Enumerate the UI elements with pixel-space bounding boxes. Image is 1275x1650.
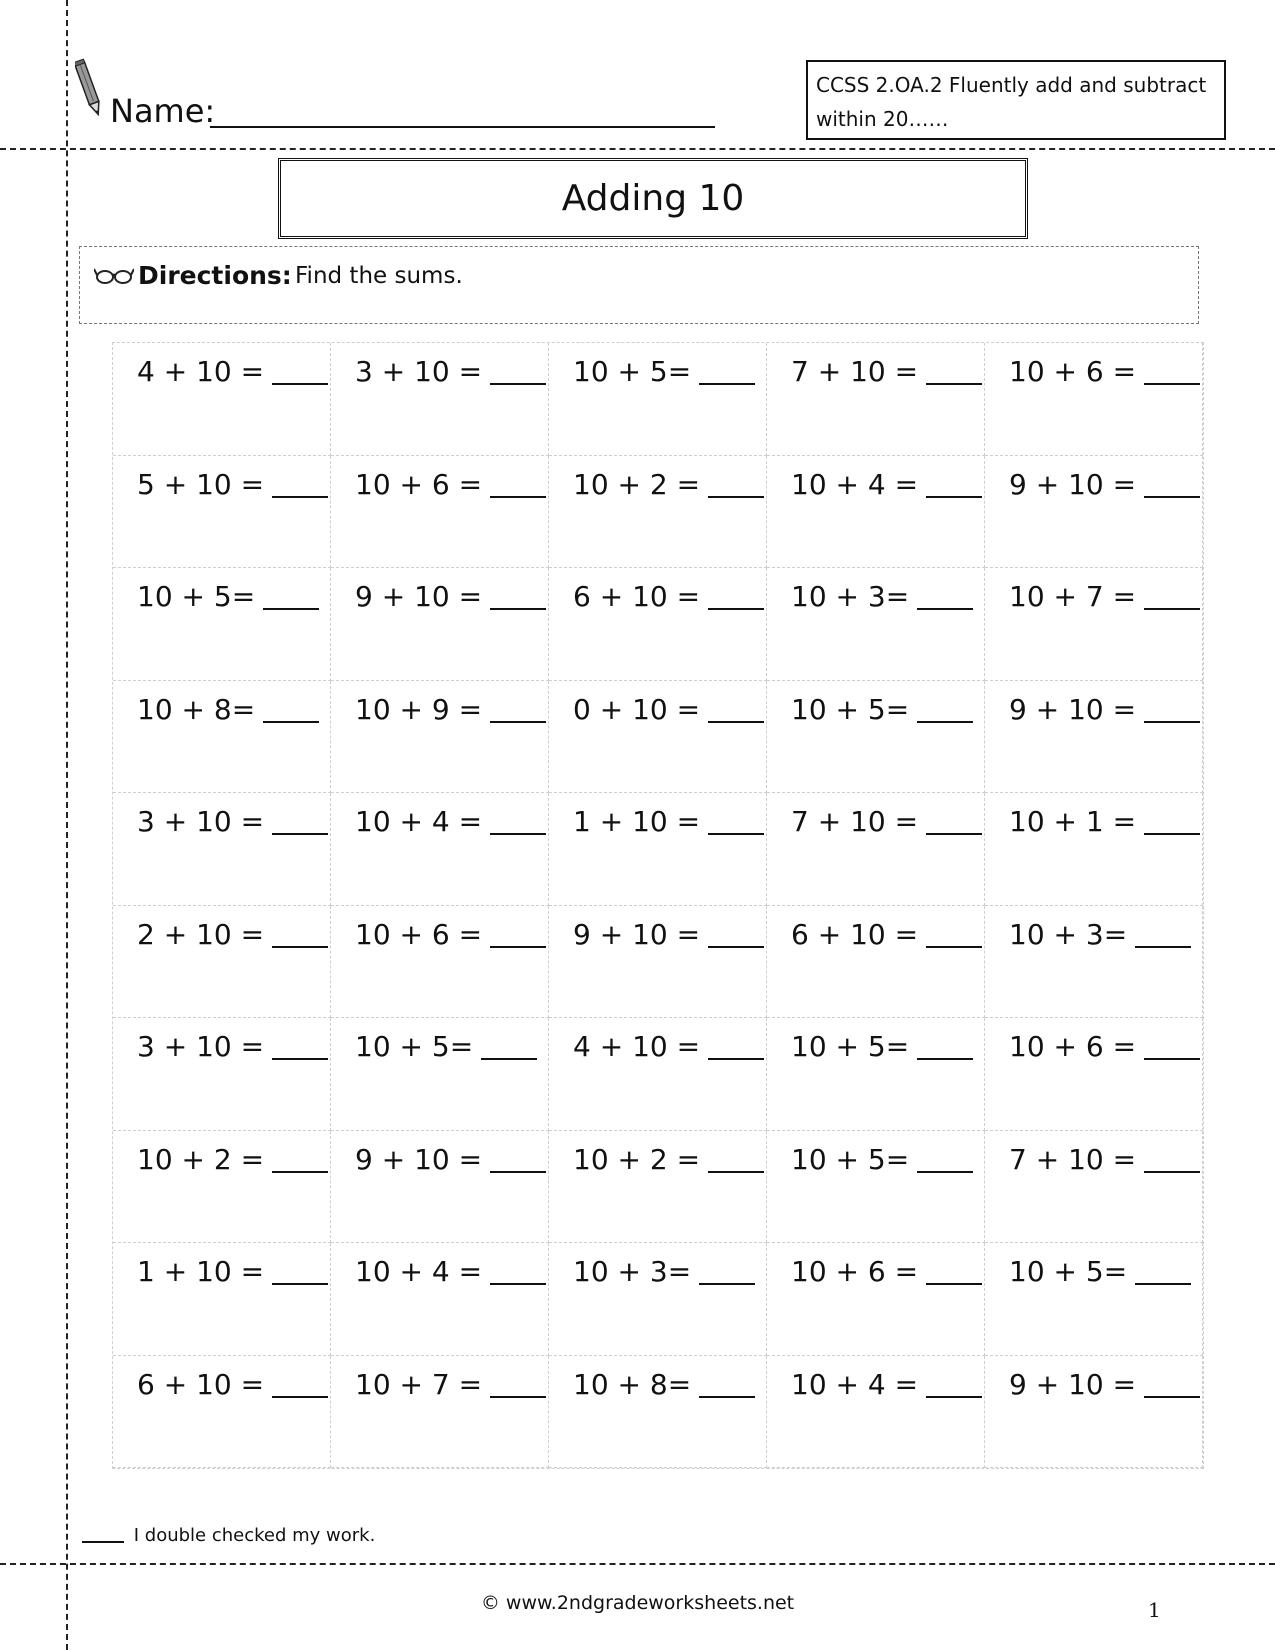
problem-cell <box>767 906 985 1019</box>
problem-equation: 10 + 2 = <box>573 1142 701 1176</box>
problem-equation: 10 + 4 = <box>791 467 919 501</box>
answer-blank[interactable] <box>272 382 328 385</box>
worksheet-title-box <box>278 158 1028 239</box>
answer-blank[interactable] <box>263 607 319 610</box>
problem-cell <box>113 343 331 456</box>
answer-blank[interactable] <box>708 495 764 498</box>
problem-cell <box>549 1243 767 1356</box>
answer-blank[interactable] <box>490 382 546 385</box>
vertical-cut-line <box>66 0 68 1650</box>
answer-blank[interactable] <box>926 495 982 498</box>
problem-equation: 6 + 10 = <box>137 1367 265 1401</box>
answer-blank[interactable] <box>272 1282 328 1285</box>
problem-equation: 2 + 10 = <box>137 917 265 951</box>
problem-cell <box>113 1356 331 1469</box>
problem-equation: 9 + 10 = <box>1009 1367 1137 1401</box>
problem-equation: 10 + 4 = <box>791 1367 919 1401</box>
problem-cell <box>331 1243 549 1356</box>
problem-cell <box>767 793 985 906</box>
problem-cell <box>113 1243 331 1356</box>
name-label: Name: <box>110 92 216 130</box>
problem-equation: 6 + 10 = <box>791 917 919 951</box>
problem-equation: 5 + 10 = <box>137 467 265 501</box>
answer-blank[interactable] <box>272 1395 328 1398</box>
problem-cell <box>331 1131 549 1244</box>
problem-cell <box>985 568 1203 681</box>
answer-blank[interactable] <box>1144 720 1200 723</box>
answer-blank[interactable] <box>917 1057 973 1060</box>
problem-cell <box>985 456 1203 569</box>
problem-cell <box>113 456 331 569</box>
problem-equation: 9 + 10 = <box>1009 467 1137 501</box>
problem-grid <box>112 342 1204 1469</box>
problem-cell <box>767 568 985 681</box>
problem-equation: 10 + 6 = <box>1009 1030 1137 1063</box>
problem-cell <box>767 1018 985 1131</box>
problem-equation: 7 + 10 = <box>791 355 919 388</box>
problem-cell <box>549 1356 767 1469</box>
directions-box <box>79 246 1199 324</box>
answer-blank[interactable] <box>708 720 764 723</box>
problem-cell <box>331 906 549 1019</box>
answer-blank[interactable] <box>490 495 546 498</box>
problem-cell <box>113 906 331 1019</box>
answer-blank[interactable] <box>917 607 973 610</box>
answer-blank[interactable] <box>926 945 982 948</box>
problem-equation: 3 + 10 = <box>137 1030 265 1063</box>
problem-equation: 10 + 5= <box>791 692 910 726</box>
problem-equation: 10 + 3= <box>1009 917 1128 951</box>
check-blank[interactable] <box>82 1540 124 1543</box>
problem-equation: 10 + 8= <box>137 692 256 726</box>
answer-blank[interactable] <box>699 1395 755 1398</box>
problem-equation: 10 + 1 = <box>1009 805 1137 838</box>
problem-equation: 10 + 6 = <box>791 1255 919 1288</box>
top-cut-line <box>0 148 1275 150</box>
answer-blank[interactable] <box>490 607 546 610</box>
problem-equation: 0 + 10 = <box>573 692 701 726</box>
problem-equation: 7 + 10 = <box>791 805 919 838</box>
bottom-cut-line <box>0 1563 1275 1565</box>
problem-equation: 10 + 5= <box>1009 1255 1128 1288</box>
ccss-line-1: CCSS 2.OA.2 Fluently add and subtract <box>816 73 1207 97</box>
problem-cell <box>549 906 767 1019</box>
directions-text: Find the sums. <box>295 263 463 289</box>
problem-cell <box>549 1018 767 1131</box>
problem-equation: 10 + 6 = <box>355 467 483 501</box>
answer-blank[interactable] <box>272 1057 328 1060</box>
problem-cell <box>985 1131 1203 1244</box>
answer-blank[interactable] <box>699 1282 755 1285</box>
problem-cell <box>549 793 767 906</box>
problem-equation: 9 + 10 = <box>355 1142 483 1176</box>
problem-cell <box>331 1018 549 1131</box>
problem-equation: 4 + 10 = <box>573 1030 701 1063</box>
answer-blank[interactable] <box>490 945 546 948</box>
problem-equation: 3 + 10 = <box>137 805 265 838</box>
problem-equation: 10 + 5= <box>137 580 256 613</box>
answer-blank[interactable] <box>490 832 546 835</box>
answer-blank[interactable] <box>1135 945 1191 948</box>
problem-cell <box>331 343 549 456</box>
problem-equation: 10 + 2 = <box>137 1142 265 1176</box>
problem-equation: 1 + 10 = <box>573 805 701 838</box>
problem-equation: 10 + 4 = <box>355 1255 483 1288</box>
problem-equation: 7 + 10 = <box>1009 1142 1137 1176</box>
answer-blank[interactable] <box>1135 1282 1191 1285</box>
problem-cell <box>985 1243 1203 1356</box>
answer-blank[interactable] <box>708 607 764 610</box>
answer-blank[interactable] <box>272 1170 328 1173</box>
worksheet-title: Adding 10 <box>561 178 745 219</box>
problem-equation: 10 + 4 = <box>355 805 483 838</box>
answer-blank[interactable] <box>926 832 982 835</box>
problem-equation: 10 + 6 = <box>355 917 483 951</box>
ccss-standard-box <box>806 60 1226 140</box>
double-check-line <box>82 1525 375 1546</box>
answer-blank[interactable] <box>708 1170 764 1173</box>
problem-cell <box>985 1356 1203 1469</box>
answer-blank[interactable] <box>1144 382 1200 385</box>
problem-equation: 4 + 10 = <box>137 355 265 388</box>
answer-blank[interactable] <box>1144 1395 1200 1398</box>
problem-cell <box>549 681 767 794</box>
problem-cell <box>113 1131 331 1244</box>
problem-cell <box>549 343 767 456</box>
problem-equation: 9 + 10 = <box>573 917 701 951</box>
problem-cell <box>985 906 1203 1019</box>
problem-cell <box>113 681 331 794</box>
problem-cell <box>767 1131 985 1244</box>
ccss-line-2: within 20…… <box>816 107 949 131</box>
answer-blank[interactable] <box>490 720 546 723</box>
problem-equation: 10 + 5= <box>355 1030 474 1063</box>
problem-cell <box>331 456 549 569</box>
problem-cell <box>767 343 985 456</box>
problem-cell <box>985 343 1203 456</box>
answer-blank[interactable] <box>1144 1057 1200 1060</box>
problem-cell <box>549 456 767 569</box>
problem-equation: 10 + 8= <box>573 1367 692 1401</box>
problem-cell <box>985 793 1203 906</box>
problem-equation: 10 + 7 = <box>355 1367 483 1401</box>
page-number: 1 <box>1148 1598 1161 1622</box>
answer-blank[interactable] <box>926 1395 982 1398</box>
problem-cell <box>767 1356 985 1469</box>
problem-cell <box>985 681 1203 794</box>
answer-blank[interactable] <box>490 1395 546 1398</box>
answer-blank[interactable] <box>272 495 328 498</box>
answer-blank[interactable] <box>708 945 764 948</box>
problem-equation: 6 + 10 = <box>573 580 701 613</box>
problem-equation: 10 + 6 = <box>1009 355 1137 388</box>
answer-blank[interactable] <box>1144 495 1200 498</box>
answer-blank[interactable] <box>272 945 328 948</box>
problem-cell <box>331 793 549 906</box>
answer-blank[interactable] <box>708 832 764 835</box>
answer-blank[interactable] <box>1144 832 1200 835</box>
double-check-text: I double checked my work. <box>133 1525 376 1546</box>
name-line[interactable] <box>210 126 715 128</box>
problem-cell <box>331 568 549 681</box>
answer-blank[interactable] <box>481 1057 537 1060</box>
answer-blank[interactable] <box>917 720 973 723</box>
problem-cell <box>549 1131 767 1244</box>
problem-equation: 10 + 9 = <box>355 692 483 726</box>
problem-equation: 10 + 3= <box>791 580 910 613</box>
answer-blank[interactable] <box>926 382 982 385</box>
copyright-text: © www.2ndgradeworksheets.net <box>480 1592 795 1614</box>
problem-equation: 10 + 3= <box>573 1255 692 1288</box>
problem-equation: 3 + 10 = <box>355 355 483 388</box>
problem-cell <box>113 793 331 906</box>
answer-blank[interactable] <box>1144 607 1200 610</box>
problem-cell <box>113 1018 331 1131</box>
pencil-icon <box>75 58 103 120</box>
problem-cell <box>331 681 549 794</box>
answer-blank[interactable] <box>1144 1170 1200 1173</box>
problem-cell <box>549 568 767 681</box>
answer-blank[interactable] <box>917 1170 973 1173</box>
answer-blank[interactable] <box>272 832 328 835</box>
problem-equation: 10 + 5= <box>791 1142 910 1176</box>
problem-cell <box>767 681 985 794</box>
problem-cell <box>767 456 985 569</box>
answer-blank[interactable] <box>490 1170 546 1173</box>
problem-equation: 10 + 7 = <box>1009 580 1137 613</box>
problem-equation: 9 + 10 = <box>355 580 483 613</box>
problem-equation: 10 + 5= <box>573 355 692 388</box>
problem-cell <box>113 568 331 681</box>
problem-equation: 10 + 2 = <box>573 467 701 501</box>
problem-equation: 1 + 10 = <box>137 1255 265 1288</box>
answer-blank[interactable] <box>926 1282 982 1285</box>
problem-cell <box>985 1018 1203 1131</box>
directions-label: Directions: <box>138 261 292 290</box>
answer-blank[interactable] <box>490 1282 546 1285</box>
glasses-icon <box>94 263 134 287</box>
problem-equation: 9 + 10 = <box>1009 692 1137 726</box>
answer-blank[interactable] <box>699 382 755 385</box>
answer-blank[interactable] <box>708 1057 764 1060</box>
answer-blank[interactable] <box>263 720 319 723</box>
problem-cell <box>331 1356 549 1469</box>
problem-equation: 10 + 5= <box>791 1030 910 1063</box>
problem-cell <box>767 1243 985 1356</box>
